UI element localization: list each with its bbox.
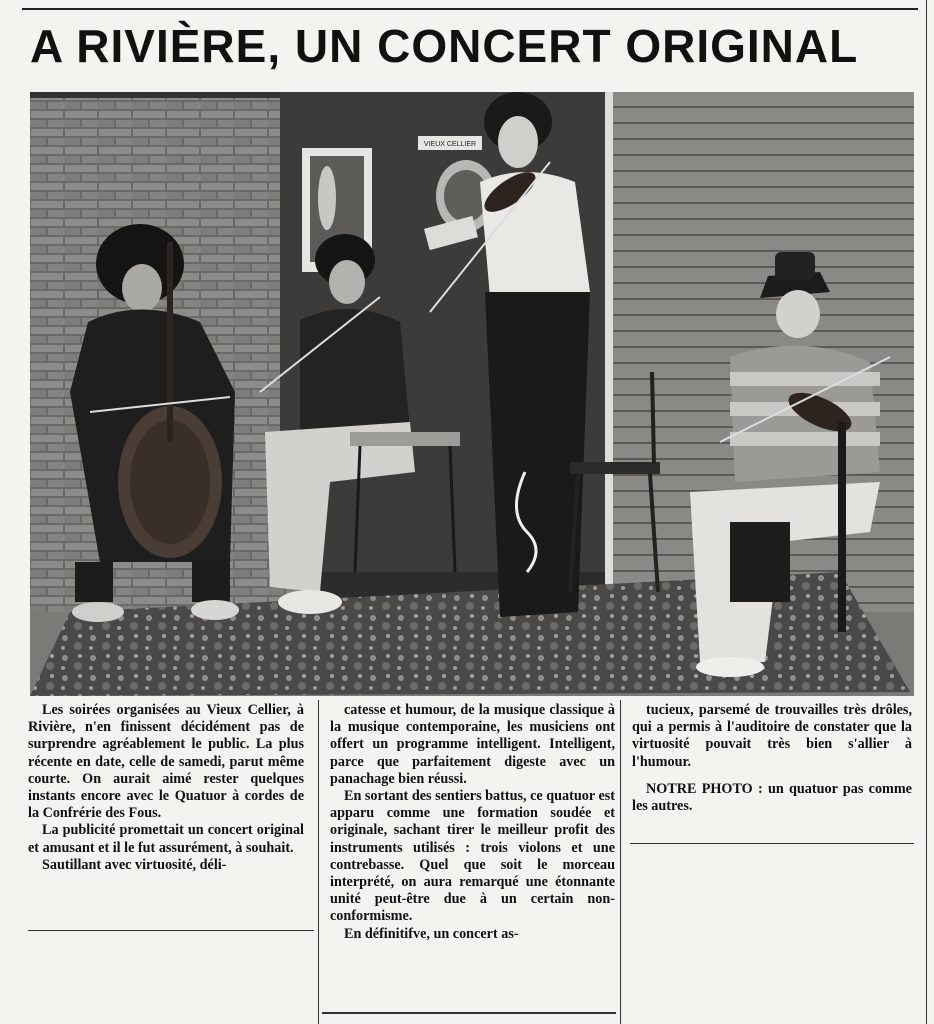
article-column-1 — [28, 702, 304, 874]
right-border — [926, 0, 927, 1024]
paragraph: En sortant des sentiers battus, ce quatuor est apparu comme une formation soudée et originale, sachant tirer le meilleur profit des instruments utilisés : trois violons et une contrebasse. Quel que soit le morceau interprété, on aura remarqué une étonnante unité peut-être due à un certain non-conformisme. — [330, 788, 615, 925]
column-end-rule — [322, 1012, 616, 1014]
headline: A RIVIÈRE, UN CONCERT ORIGINAL — [30, 20, 859, 72]
paragraph: Sautillant avec virtuosité, déli- — [42, 856, 227, 873]
caption-text: un quatuor pas comme les autres. — [632, 780, 912, 815]
column-end-rule — [630, 843, 914, 844]
paragraph: catesse et humour, de la musique classique à la musique contemporaine, les musiciens ont offert un programme intelligent. Intelligent, parce que parfaitement digeste avec un panachage bien réussi. — [330, 702, 615, 787]
top-rule — [22, 8, 918, 10]
column-end-rule — [28, 930, 314, 931]
column-divider — [318, 700, 319, 1024]
paragraph: Les soirées organisées au Vieux Cellier, à Rivière, n'en finissent décidément pas de surprendre agréablement le public. La plus récente en date, celle de samedi, parut même courte. On aurait aimé rester quelques instants encore avec le Quatuor à cordes de la Confrérie des Fous. — [28, 702, 304, 822]
paragraph: En définitifve, un concert as- — [344, 925, 519, 942]
paragraph: La publicité promettait un concert original et amusant et il le fut assurément, à souhait. — [28, 822, 304, 856]
article-column-2 — [330, 702, 615, 943]
column-divider — [620, 700, 621, 1024]
paragraph: tucieux, parsemé de trouvailles très drôles, qui a permis à l'auditoire de constater que la virtuosité pouvait très bien s'allier à l'humour. — [632, 702, 912, 770]
poster-text: VIEUX CELLIER — [423, 141, 477, 148]
caption-label: NOTRE PHOTO : — [646, 780, 763, 797]
concert-photo — [30, 92, 914, 696]
photo-caption — [632, 781, 912, 815]
article-column-3 — [632, 702, 912, 815]
